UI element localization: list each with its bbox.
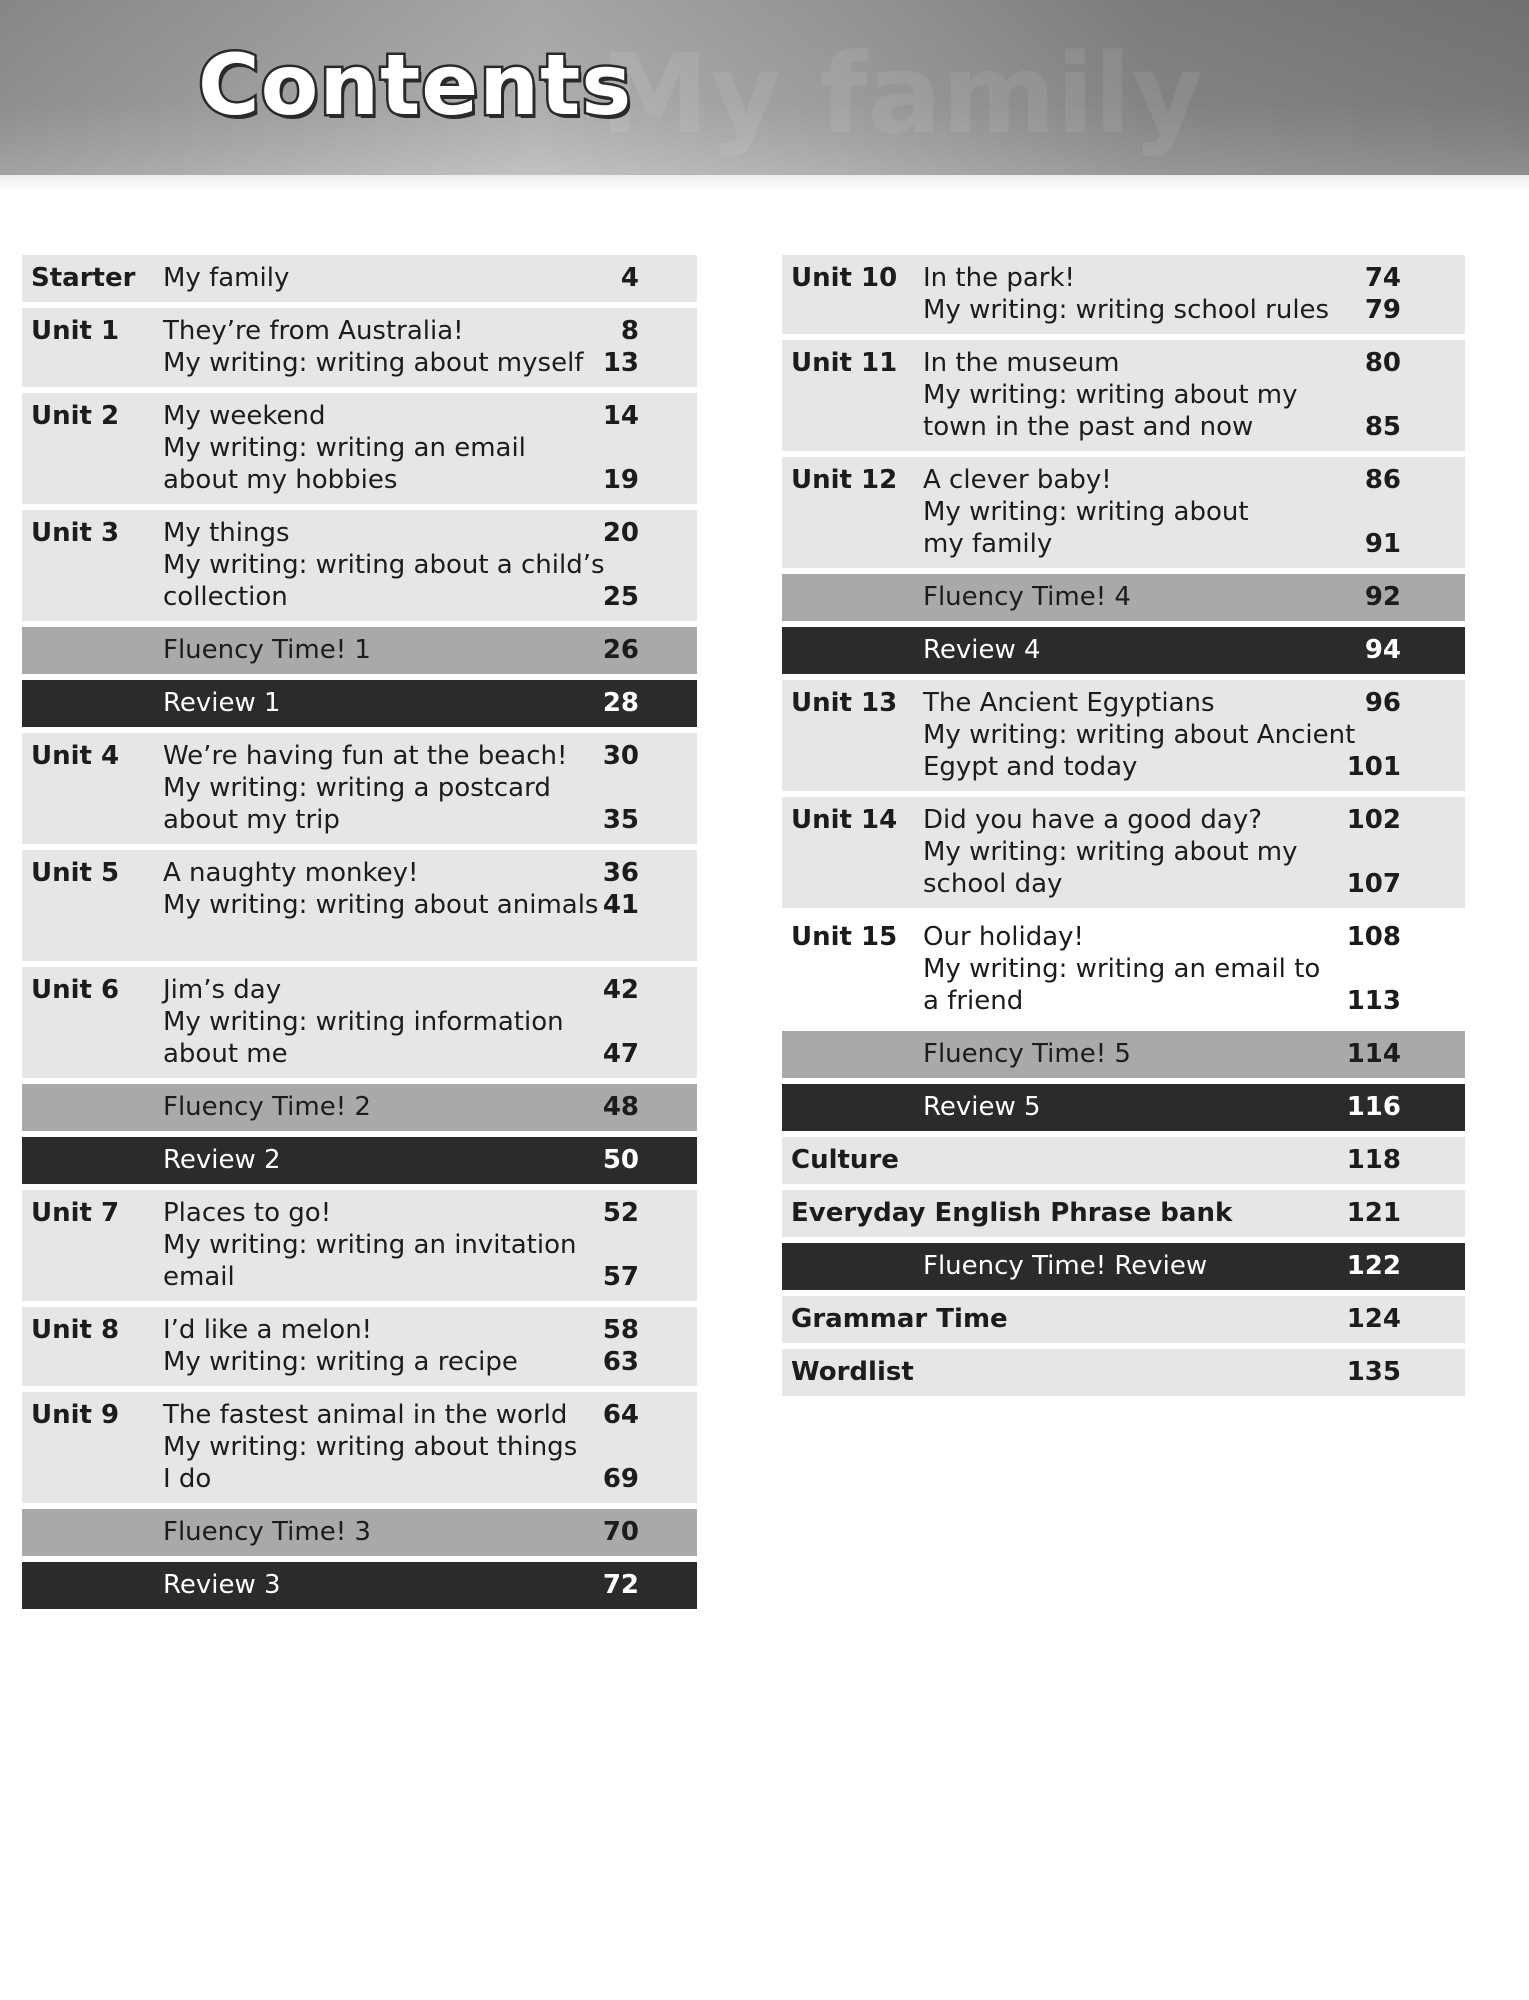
entry-title <box>923 1091 1041 1123</box>
entry-line: Our holiday! <box>923 922 1084 952</box>
entry-line: My writing: writing about myself <box>163 348 584 378</box>
page-number: 4 <box>620 263 639 293</box>
entry-title <box>923 687 1355 783</box>
entry-title <box>923 1038 1131 1070</box>
entry-label: Unit 14 <box>791 805 898 835</box>
page-number: 50 <box>602 1145 639 1175</box>
page-number: 58 <box>602 1315 639 1345</box>
entry-line: Fluency Time! 3 <box>163 1517 371 1547</box>
entry-line: Fluency Time! Review <box>923 1251 1208 1281</box>
contents-entry-fluency-time-4[interactable] <box>782 574 1465 621</box>
page-number: 102 <box>1346 805 1401 835</box>
page-number: 48 <box>602 1092 639 1122</box>
header-banner <box>0 0 1529 190</box>
entry-line: Fluency Time! 4 <box>923 582 1131 612</box>
entry-label: Unit 8 <box>31 1315 120 1345</box>
page-number: 64 <box>602 1400 639 1430</box>
contents-entry-review-1[interactable] <box>22 680 697 727</box>
entry-line: In the museum <box>923 348 1120 378</box>
entry-line: Fluency Time! 2 <box>163 1092 371 1122</box>
contents-entry-unit-1[interactable] <box>22 308 697 387</box>
entry-line: collection <box>163 582 288 612</box>
entry-title <box>923 921 1320 1017</box>
entry-label: Unit 3 <box>31 518 120 548</box>
entry-line: My writing: writing an invitation <box>163 1230 577 1260</box>
entry-label: Unit 10 <box>791 263 898 293</box>
contents-entry-unit-4[interactable] <box>22 733 697 844</box>
entry-line: about me <box>163 1039 288 1069</box>
entry-label: Unit 15 <box>791 922 898 952</box>
page-number: 118 <box>1346 1145 1401 1175</box>
contents-entry-fluency-time-3[interactable] <box>22 1509 697 1556</box>
contents-entry-unit-3[interactable] <box>22 510 697 621</box>
contents-entry-unit-9[interactable] <box>22 1392 697 1503</box>
entry-label: Unit 9 <box>31 1400 120 1430</box>
entry-label: Unit 7 <box>31 1198 120 1228</box>
entry-line: Egypt and today <box>923 752 1138 782</box>
entry-label: Everyday English Phrase bank <box>791 1198 1233 1228</box>
entry-label: Unit 13 <box>791 688 898 718</box>
entry-title <box>923 464 1249 560</box>
page-number: 92 <box>1364 582 1401 612</box>
contents-column-left <box>22 255 697 1615</box>
entry-title <box>163 262 289 294</box>
page-number: 35 <box>602 805 639 835</box>
page-number: 14 <box>602 401 639 431</box>
contents-entry-everyday-english-phrase-bank[interactable] <box>782 1190 1465 1237</box>
entry-line: My writing: writing an email to <box>923 954 1321 984</box>
contents-entry-unit-2[interactable] <box>22 393 697 504</box>
contents-entry-culture[interactable] <box>782 1137 1465 1184</box>
entry-line: My things <box>163 518 290 548</box>
page-number: 19 <box>602 465 639 495</box>
entry-line: They’re from Australia! <box>163 316 464 346</box>
page-number: 86 <box>1364 465 1401 495</box>
contents-entry-unit-15[interactable] <box>782 914 1465 1025</box>
entry-line: My writing: writing about my <box>923 837 1298 867</box>
entry-line: In the park! <box>923 263 1075 293</box>
entry-title <box>163 1399 577 1495</box>
page-title: Contents <box>198 36 633 134</box>
page-number: 41 <box>602 890 639 920</box>
page-number: 20 <box>602 518 639 548</box>
page-number: 94 <box>1364 635 1401 665</box>
entry-label: Grammar Time <box>791 1304 1008 1334</box>
contents-entry-fluency-time-1[interactable] <box>22 627 697 674</box>
page-number: 122 <box>1346 1251 1401 1281</box>
page-number: 26 <box>602 635 639 665</box>
entry-line: My writing: writing an email <box>163 433 526 463</box>
entry-title <box>163 400 526 496</box>
entry-line: My family <box>163 263 290 293</box>
contents-entry-unit-12[interactable] <box>782 457 1465 568</box>
contents-entry-unit-14[interactable] <box>782 797 1465 908</box>
entry-title <box>163 315 583 379</box>
entry-line: my family <box>923 529 1053 559</box>
entry-label: Unit 12 <box>791 465 898 495</box>
entry-title <box>163 1091 371 1123</box>
page-number: 101 <box>1346 752 1401 782</box>
contents-column-right <box>782 255 1465 1402</box>
entry-line: A naughty monkey! <box>163 858 419 888</box>
entry-line: Review 5 <box>923 1092 1041 1122</box>
entry-label: Unit 5 <box>31 858 120 888</box>
page-number: 72 <box>602 1570 639 1600</box>
entry-line: A clever baby! <box>923 465 1112 495</box>
page-number: 63 <box>602 1347 639 1377</box>
entry-title <box>163 1516 371 1548</box>
entry-line: Jim’s day <box>163 975 282 1005</box>
page-number: 52 <box>602 1198 639 1228</box>
entry-title <box>163 1197 576 1293</box>
entry-label: Unit 6 <box>31 975 120 1005</box>
page-number: 124 <box>1346 1304 1401 1334</box>
entry-title <box>923 581 1131 613</box>
page-number: 74 <box>1364 263 1401 293</box>
entry-title <box>163 634 371 666</box>
page-number: 135 <box>1346 1357 1401 1387</box>
page-number: 80 <box>1364 348 1401 378</box>
contents-entry-fluency-time-review[interactable] <box>782 1243 1465 1290</box>
page-number: 57 <box>602 1262 639 1292</box>
entry-label: Starter <box>31 263 136 293</box>
entry-line: Fluency Time! 1 <box>163 635 371 665</box>
contents-entry-unit-7[interactable] <box>22 1190 697 1301</box>
entry-line: Places to go! <box>163 1198 332 1228</box>
contents-entry-review-2[interactable] <box>22 1137 697 1184</box>
contents-entry-review-5[interactable] <box>782 1084 1465 1131</box>
entry-line: My writing: writing information <box>163 1007 564 1037</box>
contents-entry-review-3[interactable] <box>22 1562 697 1609</box>
page-number: 91 <box>1364 529 1401 559</box>
entry-label: Culture <box>791 1145 899 1175</box>
contents-entry-unit-6[interactable] <box>22 967 697 1078</box>
entry-line: Review 2 <box>163 1145 281 1175</box>
entry-line: My writing: writing about my <box>923 380 1298 410</box>
entry-title <box>163 517 605 613</box>
entry-title <box>163 974 564 1070</box>
entry-line: My writing: writing about animals <box>163 890 599 920</box>
entry-line: We’re having fun at the beach! <box>163 741 568 771</box>
page-number: 36 <box>602 858 639 888</box>
page-number: 70 <box>602 1517 639 1547</box>
entry-title <box>923 262 1329 326</box>
entry-title <box>923 347 1298 443</box>
contents-entry-starter[interactable] <box>22 255 697 302</box>
entry-line: I’d like a melon! <box>163 1315 373 1345</box>
entry-title <box>163 1314 518 1378</box>
entry-label: Wordlist <box>791 1357 914 1387</box>
entry-line: about my hobbies <box>163 465 398 495</box>
entry-line: My writing: writing about a child’s <box>163 550 605 580</box>
entry-line: town in the past and now <box>923 412 1254 442</box>
entry-line: school day <box>923 869 1063 899</box>
page-number: 114 <box>1346 1039 1401 1069</box>
contents-entry-unit-5[interactable] <box>22 850 697 961</box>
entry-line: The fastest animal in the world <box>163 1400 568 1430</box>
entry-title <box>923 1250 1207 1282</box>
contents-entry-grammar-time[interactable] <box>782 1296 1465 1343</box>
entry-title <box>923 634 1041 666</box>
contents-entry-unit-8[interactable] <box>22 1307 697 1386</box>
page-number: 121 <box>1346 1198 1401 1228</box>
entry-title <box>163 1569 281 1601</box>
entry-label: Unit 11 <box>791 348 898 378</box>
entry-line: My writing: writing a recipe <box>163 1347 518 1377</box>
entry-line: My writing: writing about <box>923 497 1249 527</box>
entry-title <box>163 1144 281 1176</box>
contents-entry-wordlist[interactable] <box>782 1349 1465 1396</box>
page-number: 116 <box>1346 1092 1401 1122</box>
contents-entry-review-4[interactable] <box>782 627 1465 674</box>
page-number: 107 <box>1346 869 1401 899</box>
entry-line: about my trip <box>163 805 340 835</box>
page-number: 28 <box>602 688 639 718</box>
entry-line: Did you have a good day? <box>923 805 1263 835</box>
entry-line: My weekend <box>163 401 326 431</box>
entry-line: Fluency Time! 5 <box>923 1039 1131 1069</box>
page-number: 25 <box>602 582 639 612</box>
page-number: 30 <box>602 741 639 771</box>
page-number: 113 <box>1346 986 1401 1016</box>
entry-line: Review 1 <box>163 688 281 718</box>
entry-title <box>923 804 1298 900</box>
contents-entry-unit-13[interactable] <box>782 680 1465 791</box>
entry-line: Review 3 <box>163 1570 281 1600</box>
entry-label: Unit 2 <box>31 401 120 431</box>
page-number: 108 <box>1346 922 1401 952</box>
entry-line: My writing: writing about things <box>163 1432 578 1462</box>
contents-entry-fluency-time-2[interactable] <box>22 1084 697 1131</box>
page-number: 13 <box>602 348 639 378</box>
entry-line <box>163 921 598 953</box>
entry-title <box>163 687 281 719</box>
page-number: 8 <box>620 316 639 346</box>
entry-line: email <box>163 1262 235 1292</box>
contents-entry-unit-10[interactable] <box>782 255 1465 334</box>
page-number: 47 <box>602 1039 639 1069</box>
entry-line: My writing: writing about Ancient <box>923 720 1356 750</box>
page-number: 85 <box>1364 412 1401 442</box>
entry-title <box>163 740 567 836</box>
page-number: 96 <box>1364 688 1401 718</box>
entry-title <box>163 857 598 953</box>
contents-entry-fluency-time-5[interactable] <box>782 1031 1465 1078</box>
contents-entry-unit-11[interactable] <box>782 340 1465 451</box>
entry-line: a friend <box>923 986 1024 1016</box>
entry-line: The Ancient Egyptians <box>923 688 1215 718</box>
page-number: 79 <box>1364 295 1401 325</box>
entry-label: Unit 1 <box>31 316 120 346</box>
page-number: 42 <box>602 975 639 1005</box>
banner-ghost-text: My family <box>600 30 1204 158</box>
entry-line: My writing: writing school rules <box>923 295 1330 325</box>
page-number: 69 <box>602 1464 639 1494</box>
entry-line: I do <box>163 1464 212 1494</box>
entry-label: Unit 4 <box>31 741 120 771</box>
entry-line: My writing: writing a postcard <box>163 773 551 803</box>
entry-line: Review 4 <box>923 635 1041 665</box>
